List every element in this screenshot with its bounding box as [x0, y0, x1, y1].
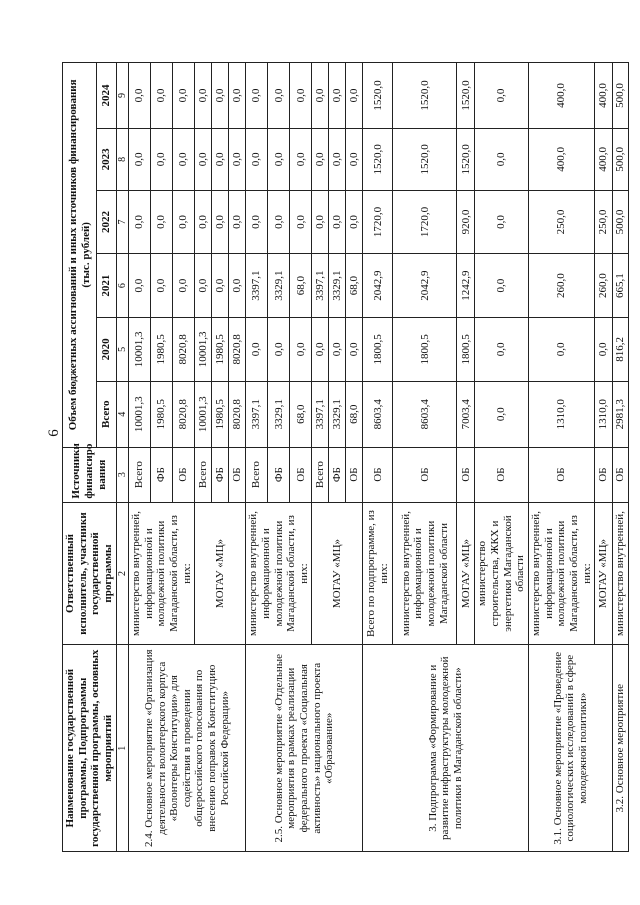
amount-cell: 0,0 — [212, 63, 229, 129]
amount-cell: 0,0 — [151, 129, 173, 191]
amount-cell: 10001,3 — [195, 381, 212, 447]
funding-source-cell: ФБ — [151, 447, 173, 502]
amount-cell: 250,0 — [529, 190, 595, 254]
amount-cell: 8603,4 — [363, 381, 393, 447]
column-index: 9 — [116, 63, 129, 129]
amount-cell: 8020,8 — [173, 318, 195, 382]
program-name-cell: 3. Подпрограмма «Формирование и развитие инфраструктуры молодежной политики в Магаданской области» — [363, 645, 529, 852]
executor-cell: министерство строительства, ЖКХ и энергетики Магаданской области — [475, 502, 529, 645]
funding-source-cell: ОБ — [393, 447, 457, 502]
funding-source-cell: ОБ — [363, 447, 393, 502]
funding-source-cell: ОБ — [475, 447, 529, 502]
funding-source-cell: ОБ — [229, 447, 246, 502]
amount-cell: 260,0 — [529, 254, 595, 318]
amount-cell: 7003,4 — [457, 381, 475, 447]
header-program-name: Наименование государственной программы, Подпрограммы государственной программы, основных мероприятий — [63, 645, 117, 852]
amount-cell: 1520,0 — [393, 63, 457, 129]
amount-cell: 1980,5 — [212, 318, 229, 382]
column-index: 2 — [116, 502, 129, 645]
amount-cell: 3397,1 — [312, 254, 329, 318]
amount-cell: 0,0 — [246, 190, 268, 254]
amount-cell: 0,0 — [329, 63, 346, 129]
header-year-2020: 2020 — [97, 318, 116, 382]
executor-cell: министерство внутренней, — [613, 502, 629, 645]
column-index: 7 — [116, 190, 129, 254]
amount-cell: 0,0 — [475, 129, 529, 191]
executor-cell: министерство внутренней, информационной и молодежной политики Магаданской области, из них: — [129, 502, 195, 645]
amount-cell: 0,0 — [212, 254, 229, 318]
funding-source-cell: ФБ — [212, 447, 229, 502]
funding-source-cell: ОБ — [346, 447, 363, 502]
amount-cell: 68,0 — [290, 254, 312, 318]
amount-cell: 3329,1 — [268, 254, 290, 318]
program-name-cell: 3.2. Основное мероприятие — [613, 645, 629, 852]
amount-cell: 0,0 — [475, 381, 529, 447]
amount-cell: 0,0 — [346, 129, 363, 191]
header-total: Всего — [97, 381, 116, 447]
amount-cell: 0,0 — [151, 190, 173, 254]
amount-cell: 0,0 — [290, 129, 312, 191]
amount-cell: 0,0 — [129, 254, 151, 318]
amount-cell: 1520,0 — [393, 129, 457, 191]
header-funding-volume: Объем бюджетных ассигнований и иных источников финансирования (тыс. рублей) — [63, 63, 97, 448]
funding-source-cell: ОБ — [529, 447, 595, 502]
amount-cell: 0,0 — [195, 254, 212, 318]
amount-cell: 0,0 — [212, 190, 229, 254]
amount-cell: 0,0 — [268, 63, 290, 129]
executor-cell: Всего по подпрограмме, из них: — [363, 502, 393, 645]
amount-cell: 0,0 — [475, 190, 529, 254]
executor-cell: МОГАУ «МЦ» — [457, 502, 475, 645]
amount-cell: 0,0 — [212, 129, 229, 191]
amount-cell: 0,0 — [268, 318, 290, 382]
amount-cell: 500,0 — [613, 190, 629, 254]
amount-cell: 0,0 — [329, 129, 346, 191]
funding-source-cell: ОБ — [173, 447, 195, 502]
amount-cell: 3329,1 — [329, 381, 346, 447]
header-year-2024: 2024 — [97, 63, 116, 129]
amount-cell: 1520,0 — [363, 129, 393, 191]
amount-cell: 10001,3 — [129, 318, 151, 382]
header-year-2023: 2023 — [97, 129, 116, 191]
amount-cell: 0,0 — [268, 129, 290, 191]
table-row — [613, 63, 629, 852]
amount-cell: 3397,1 — [246, 254, 268, 318]
amount-cell: 665,1 — [613, 254, 629, 318]
amount-cell: 400,0 — [595, 129, 613, 191]
amount-cell: 0,0 — [229, 190, 246, 254]
funding-source-cell: ФБ — [268, 447, 290, 502]
amount-cell: 8020,8 — [229, 381, 246, 447]
amount-cell: 816,2 — [613, 318, 629, 382]
funding-source-cell: Всего — [312, 447, 329, 502]
amount-cell: 1520,0 — [457, 129, 475, 191]
amount-cell: 8603,4 — [393, 381, 457, 447]
amount-cell: 1520,0 — [457, 63, 475, 129]
header-year-2021: 2021 — [97, 254, 116, 318]
rotated-table-container — [62, 62, 627, 852]
executor-cell: министерство внутренней, информационной и молодежной политики Магаданской области — [393, 502, 457, 645]
amount-cell: 0,0 — [346, 318, 363, 382]
table-body — [129, 63, 629, 852]
amount-cell: 1310,0 — [529, 381, 595, 447]
program-name-cell: 2.5. Основное мероприятие «Отдельные мероприятия в рамках реализации федерального проекта «Социальная активность» национального проекта «Образование» — [246, 645, 363, 852]
amount-cell: 400,0 — [529, 129, 595, 191]
amount-cell: 0,0 — [595, 318, 613, 382]
amount-cell: 500,0 — [613, 129, 629, 191]
column-index: 6 — [116, 254, 129, 318]
funding-source-cell: ФБ — [329, 447, 346, 502]
executor-cell: министерство внутренней, информационной и молодежной политики Магаданской области, из них: — [246, 502, 312, 645]
amount-cell: 1800,5 — [363, 318, 393, 382]
amount-cell: 68,0 — [290, 381, 312, 447]
amount-cell: 0,0 — [129, 63, 151, 129]
executor-cell: министерство внутренней, информационной и молодежной политики Магаданской области, из них: — [529, 502, 595, 645]
column-index: 4 — [116, 381, 129, 447]
amount-cell: 1520,0 — [363, 63, 393, 129]
amount-cell: 920,0 — [457, 190, 475, 254]
amount-cell: 0,0 — [195, 63, 212, 129]
amount-cell: 0,0 — [312, 63, 329, 129]
amount-cell: 0,0 — [229, 254, 246, 318]
header-executor: Ответственный исполнитель, участники государственной программы — [63, 502, 117, 645]
page-body — [62, 62, 627, 852]
amount-cell: 68,0 — [346, 381, 363, 447]
amount-cell: 400,0 — [595, 63, 613, 129]
amount-cell: 8020,8 — [229, 318, 246, 382]
amount-cell: 0,0 — [246, 129, 268, 191]
amount-cell: 3329,1 — [329, 254, 346, 318]
amount-cell: 0,0 — [246, 318, 268, 382]
amount-cell: 0,0 — [195, 129, 212, 191]
amount-cell: 0,0 — [312, 129, 329, 191]
executor-cell: МОГАУ «МЦ» — [195, 502, 246, 645]
amount-cell: 10001,3 — [129, 381, 151, 447]
amount-cell: 1310,0 — [595, 381, 613, 447]
amount-cell: 1980,5 — [151, 318, 173, 382]
amount-cell: 0,0 — [475, 63, 529, 129]
funding-source-cell: Всего — [195, 447, 212, 502]
amount-cell: 0,0 — [475, 318, 529, 382]
amount-cell: 0,0 — [329, 190, 346, 254]
amount-cell: 0,0 — [151, 63, 173, 129]
amount-cell: 0,0 — [268, 190, 290, 254]
column-index: 3 — [116, 447, 129, 502]
amount-cell: 8020,8 — [173, 381, 195, 447]
amount-cell: 1720,0 — [363, 190, 393, 254]
table-row — [246, 63, 268, 852]
amount-cell: 1242,9 — [457, 254, 475, 318]
amount-cell: 10001,3 — [195, 318, 212, 382]
amount-cell: 2042,9 — [393, 254, 457, 318]
amount-cell: 1980,5 — [212, 381, 229, 447]
amount-cell: 1720,0 — [393, 190, 457, 254]
amount-cell: 0,0 — [312, 318, 329, 382]
program-name-cell: 3.1. Основное мероприятие «Проведение социологических исследований в сфере молодежной политики» — [529, 645, 613, 852]
executor-cell: МОГАУ «МЦ» — [312, 502, 363, 645]
funding-source-cell: ОБ — [457, 447, 475, 502]
amount-cell: 0,0 — [290, 318, 312, 382]
amount-cell: 0,0 — [173, 129, 195, 191]
amount-cell: 260,0 — [595, 254, 613, 318]
funding-source-cell: ОБ — [613, 447, 629, 502]
amount-cell: 1800,5 — [457, 318, 475, 382]
amount-cell: 0,0 — [129, 190, 151, 254]
amount-cell: 1980,5 — [151, 381, 173, 447]
amount-cell: 400,0 — [529, 63, 595, 129]
funding-source-cell: Всего — [129, 447, 151, 502]
amount-cell: 68,0 — [346, 254, 363, 318]
column-index: 1 — [116, 645, 129, 852]
amount-cell: 0,0 — [290, 190, 312, 254]
table-row — [363, 63, 393, 852]
table-row — [529, 63, 595, 852]
budget-table — [62, 62, 629, 852]
executor-cell: МОГАУ «МЦ» — [595, 502, 613, 645]
funding-source-cell: ОБ — [595, 447, 613, 502]
amount-cell: 1800,5 — [393, 318, 457, 382]
amount-cell: 2981,3 — [613, 381, 629, 447]
column-index: 8 — [116, 129, 129, 191]
amount-cell: 0,0 — [246, 63, 268, 129]
header-source: Источники финансиро вания — [63, 447, 117, 502]
amount-cell: 0,0 — [229, 129, 246, 191]
program-name-cell: 2.4. Основное мероприятие «Организация деятельности волонтерского корпуса «Волонтеры Конституции» для содействия в проведении общероссийского голосования по внесению поправок в Конституцию Российской Федерации» — [129, 645, 246, 852]
amount-cell: 0,0 — [290, 63, 312, 129]
amount-cell: 3329,1 — [268, 381, 290, 447]
amount-cell: 0,0 — [151, 254, 173, 318]
amount-cell: 0,0 — [346, 190, 363, 254]
amount-cell: 0,0 — [346, 63, 363, 129]
amount-cell: 0,0 — [329, 318, 346, 382]
table-header — [63, 63, 129, 852]
amount-cell: 500,0 — [613, 63, 629, 129]
amount-cell: 0,0 — [173, 254, 195, 318]
amount-cell: 0,0 — [312, 190, 329, 254]
amount-cell: 0,0 — [195, 190, 212, 254]
page-number: 6 — [46, 429, 62, 437]
amount-cell: 0,0 — [529, 318, 595, 382]
amount-cell: 3397,1 — [246, 381, 268, 447]
funding-source-cell: ОБ — [290, 447, 312, 502]
funding-source-cell: Всего — [246, 447, 268, 502]
amount-cell: 3397,1 — [312, 381, 329, 447]
table-row — [129, 63, 151, 852]
amount-cell: 0,0 — [129, 129, 151, 191]
column-index: 5 — [116, 318, 129, 382]
amount-cell: 2042,9 — [363, 254, 393, 318]
amount-cell: 0,0 — [173, 63, 195, 129]
amount-cell: 0,0 — [229, 63, 246, 129]
amount-cell: 250,0 — [595, 190, 613, 254]
amount-cell: 0,0 — [173, 190, 195, 254]
header-year-2022: 2022 — [97, 190, 116, 254]
amount-cell: 0,0 — [475, 254, 529, 318]
